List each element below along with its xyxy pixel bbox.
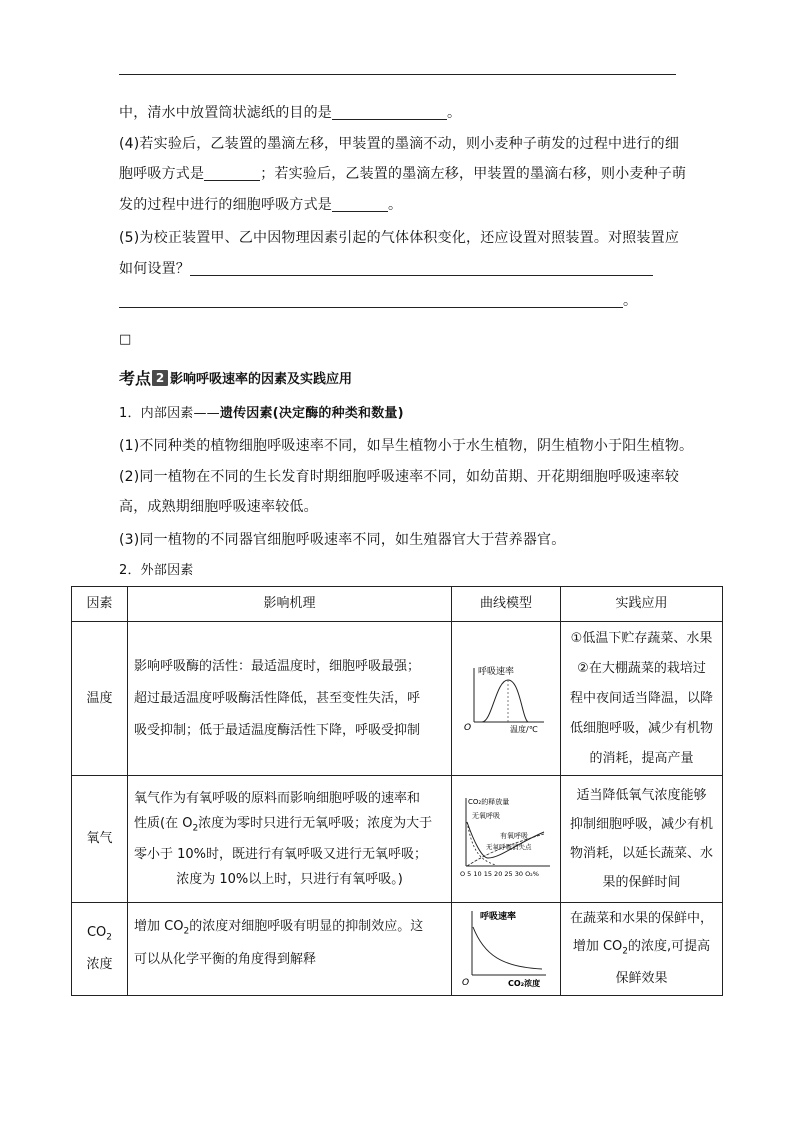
origin-label: O (462, 978, 470, 988)
answer-blank-3[interactable] (332, 197, 388, 212)
kaodian-heading (119, 366, 352, 389)
factor-temperature: 温度 (72, 622, 128, 776)
factor-oxygen: 氧气 (72, 776, 128, 903)
section-1-item-2-line-1: (2)同一植物在不同的生长发育时期细胞呼吸速率不同，如幼苗期、开花期细胞呼吸速率较 (119, 469, 680, 485)
origin-label: O (464, 722, 472, 733)
external-factors-table (71, 586, 723, 996)
answer-blank-4[interactable] (190, 261, 653, 276)
table-header-row (72, 587, 723, 622)
practice-co2: 在蔬菜和水果的保鲜中， 增加 $CO_2$的浓度,可提高 保鲜效果 (561, 903, 723, 996)
question-4-line-2: 胞呼吸方式是 ；若实验后，乙装置的墨滴左移，甲装置的墨滴右移，则小麦种子萌 (119, 166, 687, 182)
question-text: 中，清水中放置筒状滤纸的目的是 (119, 105, 332, 121)
co2-curve (473, 927, 542, 969)
mechanism-oxygen: 氧气作为有氧呼吸的原料而影响细胞呼吸的速率和 性质(在 $O_2$浓度为零时只进行无氧呼吸；浓度为大于 零小于 10%时，既进行有氧呼吸又进行无氧呼吸； 浓度为 10%以上时，只进行有氧呼吸。) (128, 776, 452, 903)
anaerobic-label: 无氧呼吸 (472, 812, 500, 820)
table-row (72, 903, 723, 996)
header-rule (119, 74, 676, 75)
section-1-item-1: (1)不同种类的植物细胞呼吸速率不同，如旱生植物小于水生植物，阴生植物小于阳生植物。 (119, 438, 694, 454)
total-co2-curve (467, 822, 544, 858)
question-5-line-2: 如何设置？ (119, 259, 653, 279)
practice-temperature: ①低温下贮存蔬菜、水果 ②在大棚蔬菜的栽培过 程中夜间适当降温，以降 低细胞呼吸，减少有机物 的消耗，提高产量 (561, 622, 723, 776)
temperature-curve (482, 680, 528, 722)
answer-blank-1[interactable] (332, 105, 447, 120)
question-4-line-3: 发的过程中进行的细胞呼吸方式是 。 (119, 197, 403, 213)
section-2-heading: 2．外部因素 (119, 563, 194, 578)
header-curve: 曲线模型 (452, 587, 561, 622)
question-5-line-3: 。 (119, 291, 637, 311)
answer-blank-5[interactable] (119, 293, 623, 308)
x-axis-label: 温度/℃ (510, 724, 538, 734)
y-axis-label: 呼吸速率 (478, 666, 515, 677)
vanish-point-label: 无氧呼吸消失点 (486, 843, 532, 851)
y-axis-label: CO₂的释放量 (468, 798, 510, 806)
aerobic-label: 有氧呼吸 (500, 832, 528, 840)
y-axis-label: 呼吸速率 (480, 912, 517, 922)
mechanism-temperature: 影响呼吸酶的活性：最适温度时，细胞呼吸最强； 超过最适温度呼吸酶活性降低，甚至变性失活，呼 吸受抑制；低于最适温度酶活性下降，呼吸受抑制 (128, 622, 452, 776)
oxygen-curve-chart (456, 792, 556, 882)
kaodian-title: 影响呼吸速率的因素及实践应用 (170, 372, 353, 387)
mechanism-co2: 增加 $CO_2$的浓度对细胞呼吸有明显的抑制效应。这 可以从化学平衡的角度得到解释 (128, 903, 452, 996)
answer-blank-2[interactable] (204, 166, 260, 181)
section-1-item-3: (3)同一植物的不同器官细胞呼吸速率不同，如生殖器官大于营养器官。 (119, 532, 566, 548)
kaodian-label: 考点 (119, 369, 152, 388)
temperature-curve-chart (458, 658, 554, 736)
question-5-line-1: (5)为校正装置甲、乙中因物理因素引起的气体体积变化，还应设置对照装置。对照装置应 (119, 230, 680, 246)
curve-temperature (452, 622, 561, 776)
kaodian-number-badge: 2 (152, 370, 168, 386)
table-row (72, 622, 723, 776)
x-axis-ticks: O 5 10 15 20 25 30 O₂% (460, 870, 539, 878)
curve-co2 (452, 903, 561, 996)
question-4-line-1: (4)若实验后，乙装置的墨滴左移，甲装置的墨滴不动，则小麦种子萌发的过程中进行的细 (119, 136, 680, 152)
practice-oxygen: 适当降低氧气浓度能够 抑制细胞呼吸，减少有机 物消耗，以延长蔬菜、水 果的保鲜时间 (561, 776, 723, 903)
co2-curve-chart (458, 905, 554, 989)
section-1-item-2-line-2: 高，成熟期细胞呼吸速率较低。 (119, 499, 318, 515)
x-axis-label: CO₂浓度 (508, 979, 541, 988)
table-row (72, 776, 723, 903)
checkbox-glyph: □ (119, 332, 132, 347)
header-mechanism: 影响机理 (128, 587, 452, 622)
section-1-heading: 1．内部因素——遗传因素(决定酶的种类和数量) (119, 406, 404, 421)
header-factor: 因素 (72, 587, 128, 622)
factor-co2: $CO_2$ 浓度 (72, 903, 128, 996)
header-practice: 实践应用 (561, 587, 723, 622)
curve-oxygen (452, 776, 561, 903)
question-line-1: 中，清水中放置筒状滤纸的目的是 。 (119, 105, 462, 121)
